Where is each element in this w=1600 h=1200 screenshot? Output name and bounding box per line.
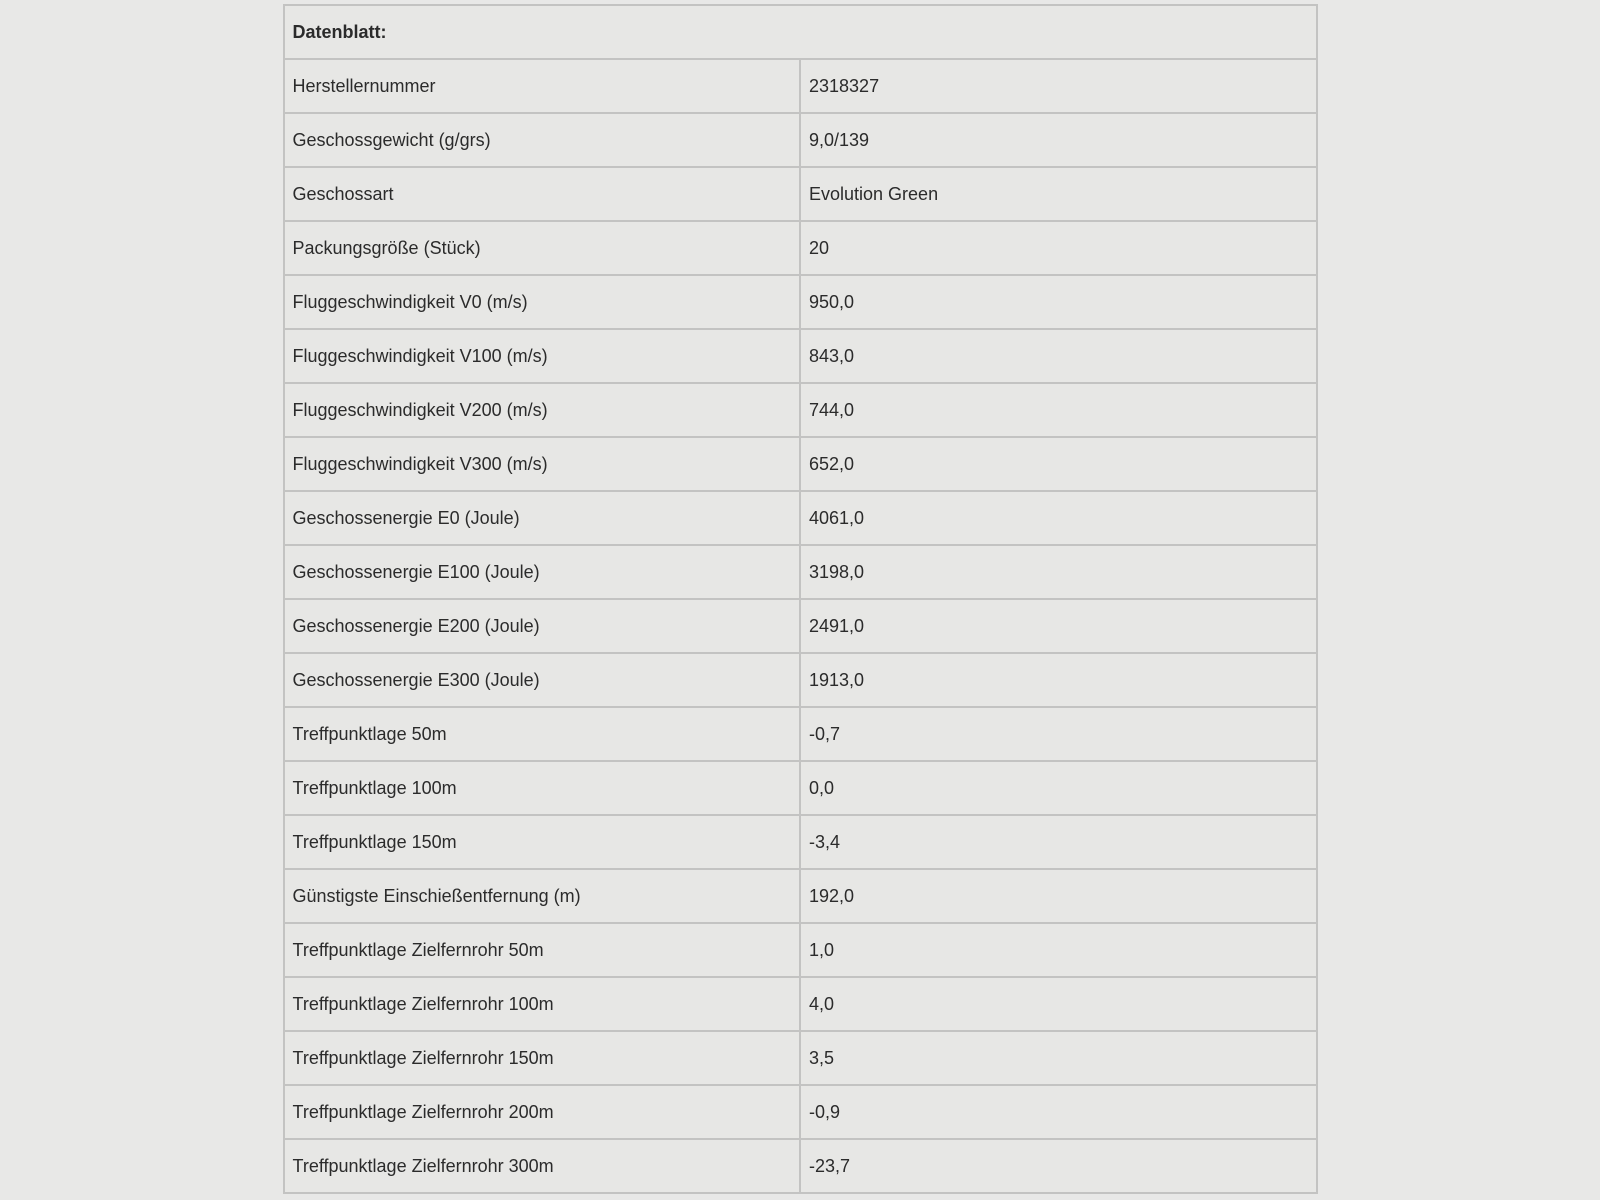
- row-value: 20: [800, 221, 1317, 275]
- table-row: [284, 167, 1317, 221]
- row-value: 1913,0: [800, 653, 1317, 707]
- row-value: -23,7: [800, 1139, 1317, 1193]
- table-row: [284, 491, 1317, 545]
- datasheet-title: Datenblatt:: [284, 5, 1317, 59]
- row-label: Treffpunktlage 150m: [284, 815, 801, 869]
- row-value: 3198,0: [800, 545, 1317, 599]
- row-value: 1,0: [800, 923, 1317, 977]
- row-label: Treffpunktlage Zielfernrohr 50m: [284, 923, 801, 977]
- table-row: [284, 707, 1317, 761]
- row-label: Fluggeschwindigkeit V200 (m/s): [284, 383, 801, 437]
- table-row: [284, 221, 1317, 275]
- row-label: Treffpunktlage Zielfernrohr 300m: [284, 1139, 801, 1193]
- row-value: 652,0: [800, 437, 1317, 491]
- row-value: -0,9: [800, 1085, 1317, 1139]
- table-row: [284, 815, 1317, 869]
- table-row: [284, 545, 1317, 599]
- row-label: Geschossenergie E100 (Joule): [284, 545, 801, 599]
- row-value: 2318327: [800, 59, 1317, 113]
- table-row: [284, 437, 1317, 491]
- row-label: Geschossgewicht (g/grs): [284, 113, 801, 167]
- row-value: -3,4: [800, 815, 1317, 869]
- row-value: 0,0: [800, 761, 1317, 815]
- table-row: [284, 275, 1317, 329]
- table-row: [284, 761, 1317, 815]
- datasheet: [283, 4, 1318, 1194]
- table-row: [284, 1085, 1317, 1139]
- table-row: [284, 923, 1317, 977]
- row-value: 4,0: [800, 977, 1317, 1031]
- datasheet-body: [284, 5, 1317, 1193]
- row-value: 9,0/139: [800, 113, 1317, 167]
- row-value: 4061,0: [800, 491, 1317, 545]
- row-label: Treffpunktlage 100m: [284, 761, 801, 815]
- row-label: Treffpunktlage Zielfernrohr 150m: [284, 1031, 801, 1085]
- row-label: Fluggeschwindigkeit V100 (m/s): [284, 329, 801, 383]
- row-value: -0,7: [800, 707, 1317, 761]
- table-row: [284, 977, 1317, 1031]
- row-value: 2491,0: [800, 599, 1317, 653]
- table-row: [284, 383, 1317, 437]
- row-label: Geschossenergie E0 (Joule): [284, 491, 801, 545]
- table-row: [284, 59, 1317, 113]
- row-label: Herstellernummer: [284, 59, 801, 113]
- row-value: Evolution Green: [800, 167, 1317, 221]
- row-label: Günstigste Einschießentfernung (m): [284, 869, 801, 923]
- table-row: [284, 113, 1317, 167]
- row-value: 950,0: [800, 275, 1317, 329]
- table-row: [284, 653, 1317, 707]
- table-row: [284, 599, 1317, 653]
- table-row: [284, 1139, 1317, 1193]
- row-value: 744,0: [800, 383, 1317, 437]
- row-label: Geschossenergie E300 (Joule): [284, 653, 801, 707]
- row-label: Packungsgröße (Stück): [284, 221, 801, 275]
- row-label: Fluggeschwindigkeit V0 (m/s): [284, 275, 801, 329]
- row-label: Geschossart: [284, 167, 801, 221]
- row-label: Treffpunktlage 50m: [284, 707, 801, 761]
- row-value: 843,0: [800, 329, 1317, 383]
- row-label: Treffpunktlage Zielfernrohr 100m: [284, 977, 801, 1031]
- datasheet-title-row: [284, 5, 1317, 59]
- table-row: [284, 1031, 1317, 1085]
- table-row: [284, 869, 1317, 923]
- row-label: Geschossenergie E200 (Joule): [284, 599, 801, 653]
- row-label: Treffpunktlage Zielfernrohr 200m: [284, 1085, 801, 1139]
- row-value: 3,5: [800, 1031, 1317, 1085]
- datasheet-table: [283, 4, 1318, 1194]
- row-value: 192,0: [800, 869, 1317, 923]
- table-row: [284, 329, 1317, 383]
- row-label: Fluggeschwindigkeit V300 (m/s): [284, 437, 801, 491]
